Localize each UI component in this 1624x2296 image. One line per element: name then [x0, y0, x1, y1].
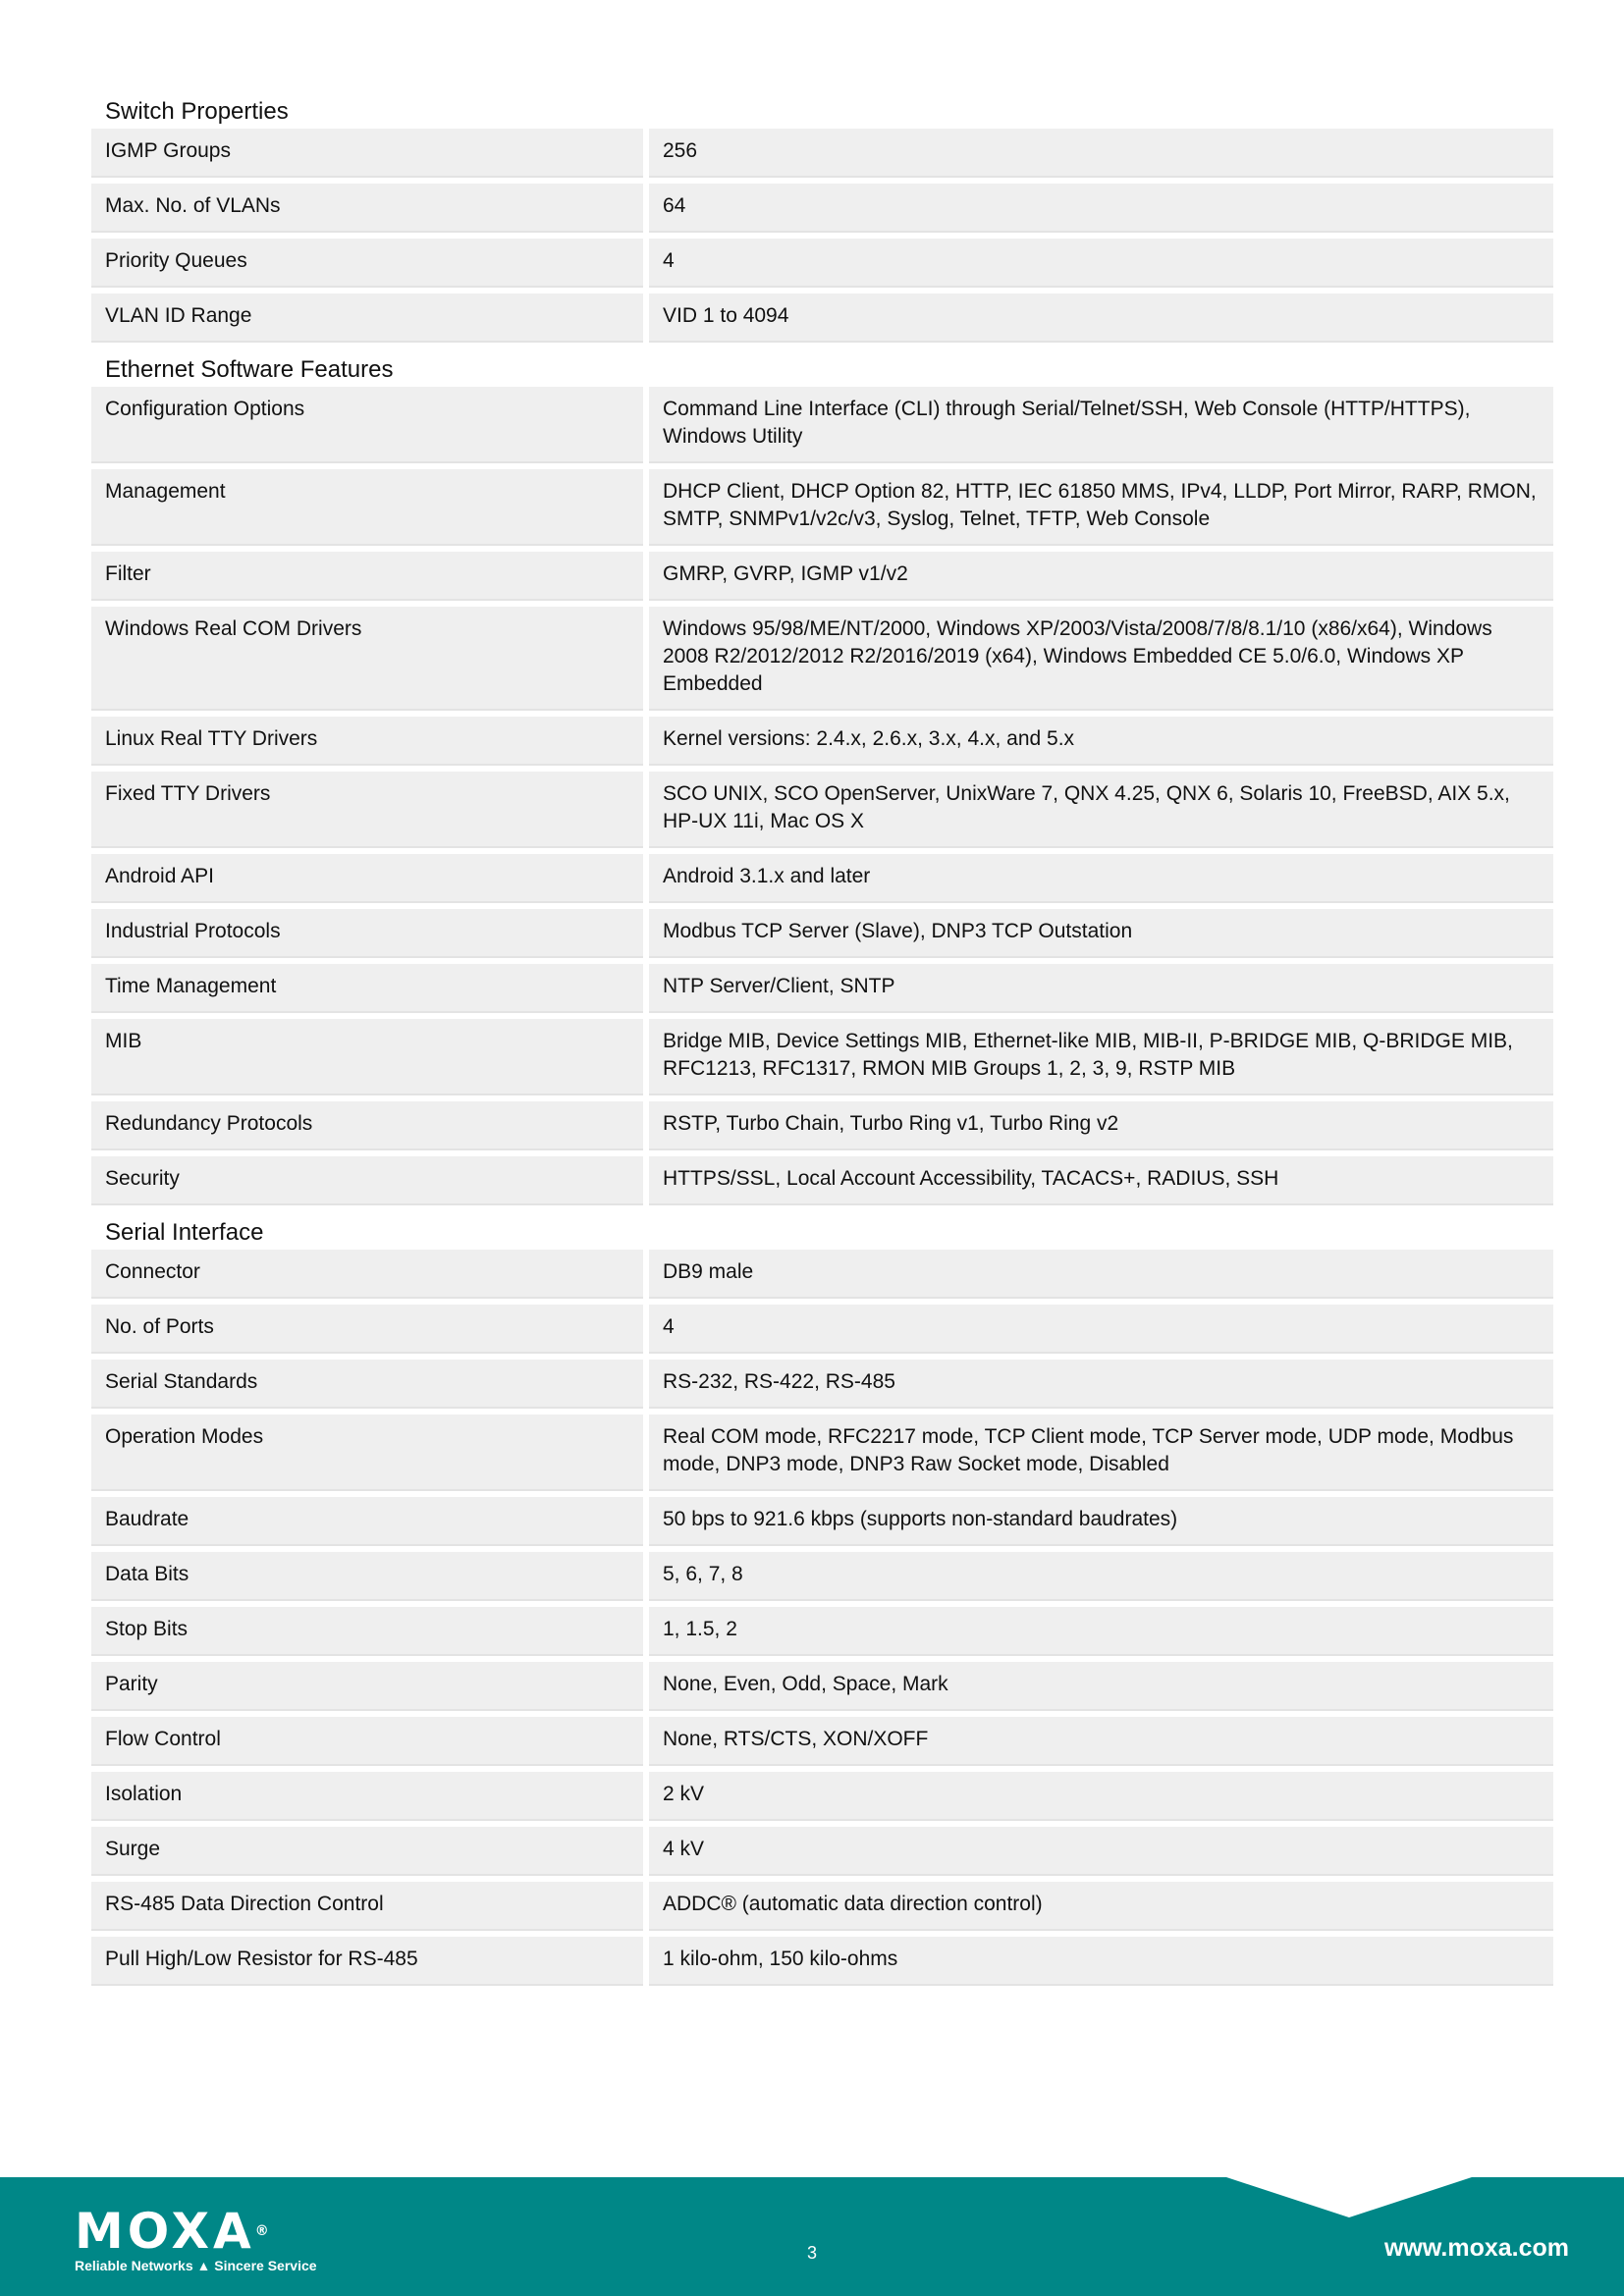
spec-label: Linux Real TTY Drivers: [91, 717, 643, 766]
spec-label: Stop Bits: [91, 1607, 643, 1656]
spec-value: None, RTS/CTS, XON/XOFF: [649, 1717, 1553, 1766]
spec-label: Configuration Options: [91, 387, 643, 463]
spec-row: [91, 1156, 1553, 1205]
spec-value: GMRP, GVRP, IGMP v1/v2: [649, 552, 1553, 601]
spec-value: 4: [649, 1305, 1553, 1354]
spec-row: [91, 772, 1553, 848]
spec-value: RS-232, RS-422, RS-485: [649, 1360, 1553, 1409]
spec-label: Time Management: [91, 964, 643, 1013]
spec-label: Surge: [91, 1827, 643, 1876]
spec-label: Connector: [91, 1250, 643, 1299]
section-title: Serial Interface: [105, 1219, 264, 1246]
spec-label: Operation Modes: [91, 1415, 643, 1491]
spec-row: [91, 717, 1553, 766]
spec-value: 1, 1.5, 2: [649, 1607, 1553, 1656]
spec-row: [91, 964, 1553, 1013]
footer-notch: [1223, 2176, 1475, 2217]
spec-label: Parity: [91, 1662, 643, 1711]
spec-section: [91, 1211, 1553, 1986]
spec-value: DB9 male: [649, 1250, 1553, 1299]
logo-wordmark: MOXA®: [75, 2203, 269, 2260]
spec-row: [91, 184, 1553, 233]
spec-value: SCO UNIX, SCO OpenServer, UnixWare 7, QNX 4.25, QNX 6, Solaris 10, FreeBSD, AIX 5.x, HP-UX 11i, Mac OS X: [649, 772, 1553, 848]
spec-label: RS-485 Data Direction Control: [91, 1882, 643, 1931]
spec-value: Real COM mode, RFC2217 mode, TCP Client mode, TCP Server mode, UDP mode, Modbus mode, DNP3 mode, DNP3 Raw Socket mode, Disabled: [649, 1415, 1553, 1491]
spec-value: Bridge MIB, Device Settings MIB, Ethernet-like MIB, MIB-II, P-BRIDGE MIB, Q-BRIDGE MIB, RFC1213, RFC1317, RMON MIB Groups 1, 2, 3, 9, RSTP MIB: [649, 1019, 1553, 1095]
spec-row: [91, 1717, 1553, 1766]
spec-label: Baudrate: [91, 1497, 643, 1546]
spec-value: HTTPS/SSL, Local Account Accessibility, TACACS+, RADIUS, SSH: [649, 1156, 1553, 1205]
spec-row: [91, 387, 1553, 463]
section-title: Ethernet Software Features: [105, 356, 394, 383]
spec-row: [91, 1305, 1553, 1354]
spec-row: [91, 1497, 1553, 1546]
spec-value: Android 3.1.x and later: [649, 854, 1553, 903]
spec-label: Flow Control: [91, 1717, 643, 1766]
spec-label: MIB: [91, 1019, 643, 1095]
website-link[interactable]: www.moxa.com: [1383, 2234, 1569, 2262]
spec-value: 50 bps to 921.6 kbps (supports non-standard baudrates): [649, 1497, 1553, 1546]
section-title: Switch Properties: [105, 98, 289, 125]
spec-label: Windows Real COM Drivers: [91, 607, 643, 711]
spec-value: None, Even, Odd, Space, Mark: [649, 1662, 1553, 1711]
spec-value: 256: [649, 129, 1553, 178]
spec-row: [91, 1607, 1553, 1656]
spec-row: [91, 1019, 1553, 1095]
spec-row: [91, 1101, 1553, 1150]
spec-label: Fixed TTY Drivers: [91, 772, 643, 848]
spec-row: [91, 129, 1553, 178]
spec-label: Security: [91, 1156, 643, 1205]
logo-tagline: Reliable Networks ▲ Sincere Service: [75, 2258, 317, 2273]
spec-row: [91, 1662, 1553, 1711]
spec-value: DHCP Client, DHCP Option 82, HTTP, IEC 61850 MMS, IPv4, LLDP, Port Mirror, RARP, RMON, SMTP, SNMPv1/v2c/v3, Syslog, Telnet, TFTP, Web Console: [649, 469, 1553, 546]
spec-value: Windows 95/98/ME/NT/2000, Windows XP/2003/Vista/2008/7/8/8.1/10 (x86/x64), Windows 2008 R2/2012/2012 R2/2016/2019 (x64), Windows Embedded CE 5.0/6.0, Windows XP Embedded: [649, 607, 1553, 711]
spec-row: [91, 552, 1553, 601]
moxa-logo: [75, 2203, 350, 2273]
spec-content: [91, 90, 1553, 1992]
spec-value: VID 1 to 4094: [649, 294, 1553, 343]
spec-row: [91, 1937, 1553, 1986]
spec-label: Filter: [91, 552, 643, 601]
spec-label: Android API: [91, 854, 643, 903]
spec-row: [91, 607, 1553, 711]
spec-value: 1 kilo-ohm, 150 kilo-ohms: [649, 1937, 1553, 1986]
spec-value: 5, 6, 7, 8: [649, 1552, 1553, 1601]
spec-value: RSTP, Turbo Chain, Turbo Ring v1, Turbo Ring v2: [649, 1101, 1553, 1150]
spec-value: 4: [649, 239, 1553, 288]
spec-label: IGMP Groups: [91, 129, 643, 178]
spec-value: Modbus TCP Server (Slave), DNP3 TCP Outstation: [649, 909, 1553, 958]
spec-value: 64: [649, 184, 1553, 233]
spec-value: 2 kV: [649, 1772, 1553, 1821]
spec-label: VLAN ID Range: [91, 294, 643, 343]
spec-row: [91, 1827, 1553, 1876]
spec-label: Management: [91, 469, 643, 546]
spec-value: 4 kV: [649, 1827, 1553, 1876]
spec-label: Redundancy Protocols: [91, 1101, 643, 1150]
spec-label: Industrial Protocols: [91, 909, 643, 958]
spec-value: NTP Server/Client, SNTP: [649, 964, 1553, 1013]
spec-label: Data Bits: [91, 1552, 643, 1601]
spec-row: [91, 854, 1553, 903]
spec-section: [91, 90, 1553, 343]
spec-row: [91, 1250, 1553, 1299]
spec-row: [91, 909, 1553, 958]
spec-row: [91, 469, 1553, 546]
spec-row: [91, 1882, 1553, 1931]
spec-label: Serial Standards: [91, 1360, 643, 1409]
spec-label: Max. No. of VLANs: [91, 184, 643, 233]
spec-row: [91, 294, 1553, 343]
spec-row: [91, 1552, 1553, 1601]
spec-row: [91, 1772, 1553, 1821]
page-number: 3: [806, 2243, 817, 2263]
spec-label: No. of Ports: [91, 1305, 643, 1354]
spec-label: Pull High/Low Resistor for RS-485: [91, 1937, 643, 1986]
spec-row: [91, 239, 1553, 288]
spec-value: ADDC® (automatic data direction control): [649, 1882, 1553, 1931]
spec-value: Command Line Interface (CLI) through Serial/Telnet/SSH, Web Console (HTTP/HTTPS), Windows Utility: [649, 387, 1553, 463]
spec-label: Isolation: [91, 1772, 643, 1821]
spec-label: Priority Queues: [91, 239, 643, 288]
spec-value: Kernel versions: 2.4.x, 2.6.x, 3.x, 4.x, and 5.x: [649, 717, 1553, 766]
spec-row: [91, 1415, 1553, 1491]
spec-row: [91, 1360, 1553, 1409]
spec-section: [91, 348, 1553, 1205]
